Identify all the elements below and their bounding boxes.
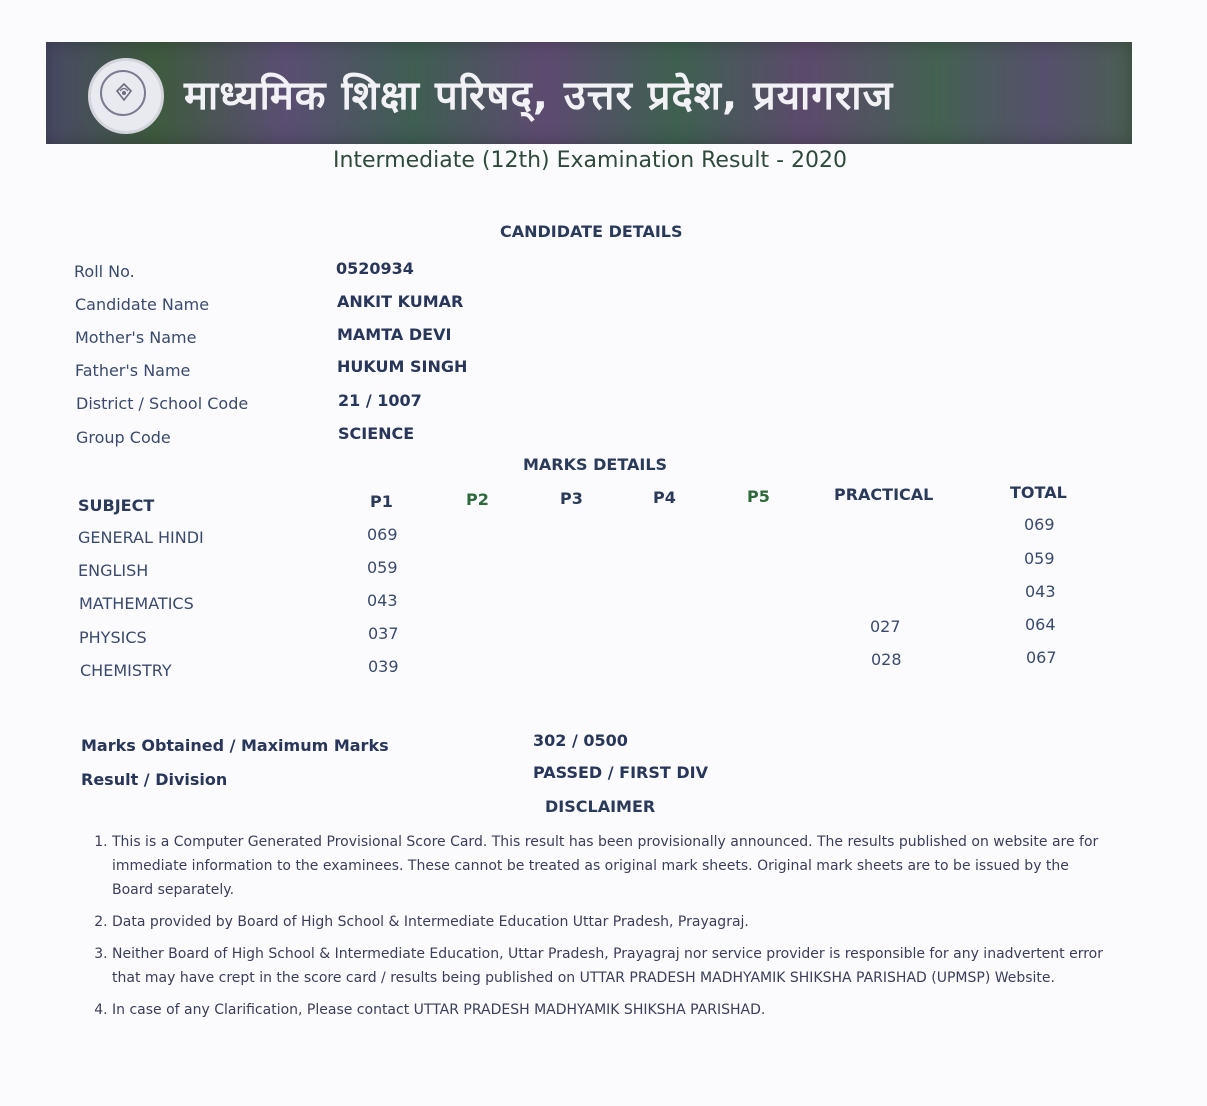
board-seal-logo bbox=[88, 58, 164, 134]
candidate-details-title: CANDIDATE DETAILS bbox=[500, 222, 683, 241]
table-row-total: 043 bbox=[1025, 582, 1056, 601]
disclaimer-list bbox=[88, 830, 1112, 1030]
mother-name-label: Mother's Name bbox=[75, 328, 197, 347]
marks-obtained-label: Marks Obtained / Maximum Marks bbox=[81, 736, 389, 755]
col-p3-header: P3 bbox=[560, 489, 583, 508]
table-row-p1: 069 bbox=[367, 525, 398, 544]
group-code-value: SCIENCE bbox=[338, 424, 415, 443]
roll-no-value: 0520934 bbox=[336, 259, 414, 278]
table-row-p1: 043 bbox=[367, 591, 398, 610]
col-practical-header: PRACTICAL bbox=[834, 485, 934, 504]
roll-no-label: Roll No. bbox=[74, 262, 135, 281]
disclaimer-title: DISCLAIMER bbox=[545, 797, 656, 816]
disclaimer-item: 4. In case of any Clarification, Please contact UTTAR PRADESH MADHYAMIK SHIKSHA PARISHAD. bbox=[112, 998, 1112, 1022]
table-row-p1: 039 bbox=[368, 657, 399, 676]
table-row-total: 067 bbox=[1026, 648, 1057, 667]
col-total-header: TOTAL bbox=[1010, 483, 1067, 502]
table-row-practical: 028 bbox=[871, 650, 902, 669]
candidate-name-label: Candidate Name bbox=[75, 295, 210, 314]
father-name-label: Father's Name bbox=[75, 361, 191, 380]
mother-name-value: MAMTA DEVI bbox=[337, 325, 452, 344]
result-division-label: Result / Division bbox=[81, 770, 228, 789]
table-row-subject: GENERAL HINDI bbox=[78, 528, 204, 547]
result-division-value: PASSED / FIRST DIV bbox=[533, 763, 708, 782]
disclaimer-item: 2. Data provided by Board of High School & Intermediate Education Uttar Pradesh, Prayagraj. bbox=[112, 910, 1112, 934]
col-p1-header: P1 bbox=[370, 492, 393, 511]
table-row-subject: CHEMISTRY bbox=[80, 661, 172, 680]
table-row-subject: PHYSICS bbox=[79, 628, 147, 647]
table-row-total: 059 bbox=[1024, 549, 1055, 568]
table-row-p1: 037 bbox=[368, 624, 399, 643]
col-p5-header: P5 bbox=[747, 487, 770, 506]
exam-title: Intermediate (12th) Examination Result - 2020 bbox=[332, 148, 848, 173]
table-row-subject: MATHEMATICS bbox=[79, 594, 194, 613]
seal-ring bbox=[100, 70, 146, 116]
table-row-practical: 027 bbox=[870, 617, 901, 636]
table-row-subject: ENGLISH bbox=[78, 561, 149, 580]
table-row-total: 064 bbox=[1025, 615, 1056, 634]
col-p2-header: P2 bbox=[466, 490, 489, 509]
board-title: माध्यमिक शिक्षा परिषद्, उत्तर प्रदेश, प्रयागराज bbox=[184, 73, 894, 119]
marks-details-title: MARKS DETAILS bbox=[523, 455, 668, 474]
marks-obtained-value: 302 / 0500 bbox=[533, 731, 628, 750]
candidate-name-value: ANKIT KUMAR bbox=[337, 292, 464, 311]
father-name-value: HUKUM SINGH bbox=[337, 357, 468, 376]
district-school-code-value: 21 / 1007 bbox=[338, 391, 422, 410]
table-row-p1: 059 bbox=[367, 558, 398, 577]
seal-emblem-icon bbox=[114, 82, 134, 102]
disclaimer-item: 3. Neither Board of High School & Intermediate Education, Uttar Pradesh, Prayagraj nor service provider is responsible for any inadvertent error that may have crept in the score card / results being published on UTTAR PRADESH MADHYAMIK SHIKSHA PARISHAD (UPMSP) Website. bbox=[112, 942, 1112, 990]
col-p4-header: P4 bbox=[653, 488, 676, 507]
col-subject-header: SUBJECT bbox=[78, 496, 155, 515]
group-code-label: Group Code bbox=[76, 428, 171, 447]
disclaimer-item: 1. This is a Computer Generated Provisional Score Card. This result has been provisionally announced. The results published on website are for immediate information to the examinees. These cannot be treated as original mark sheets. Original mark sheets are to be issued by the Board separately. bbox=[112, 830, 1112, 902]
table-row-total: 069 bbox=[1024, 515, 1055, 534]
district-school-code-label: District / School Code bbox=[76, 394, 249, 413]
